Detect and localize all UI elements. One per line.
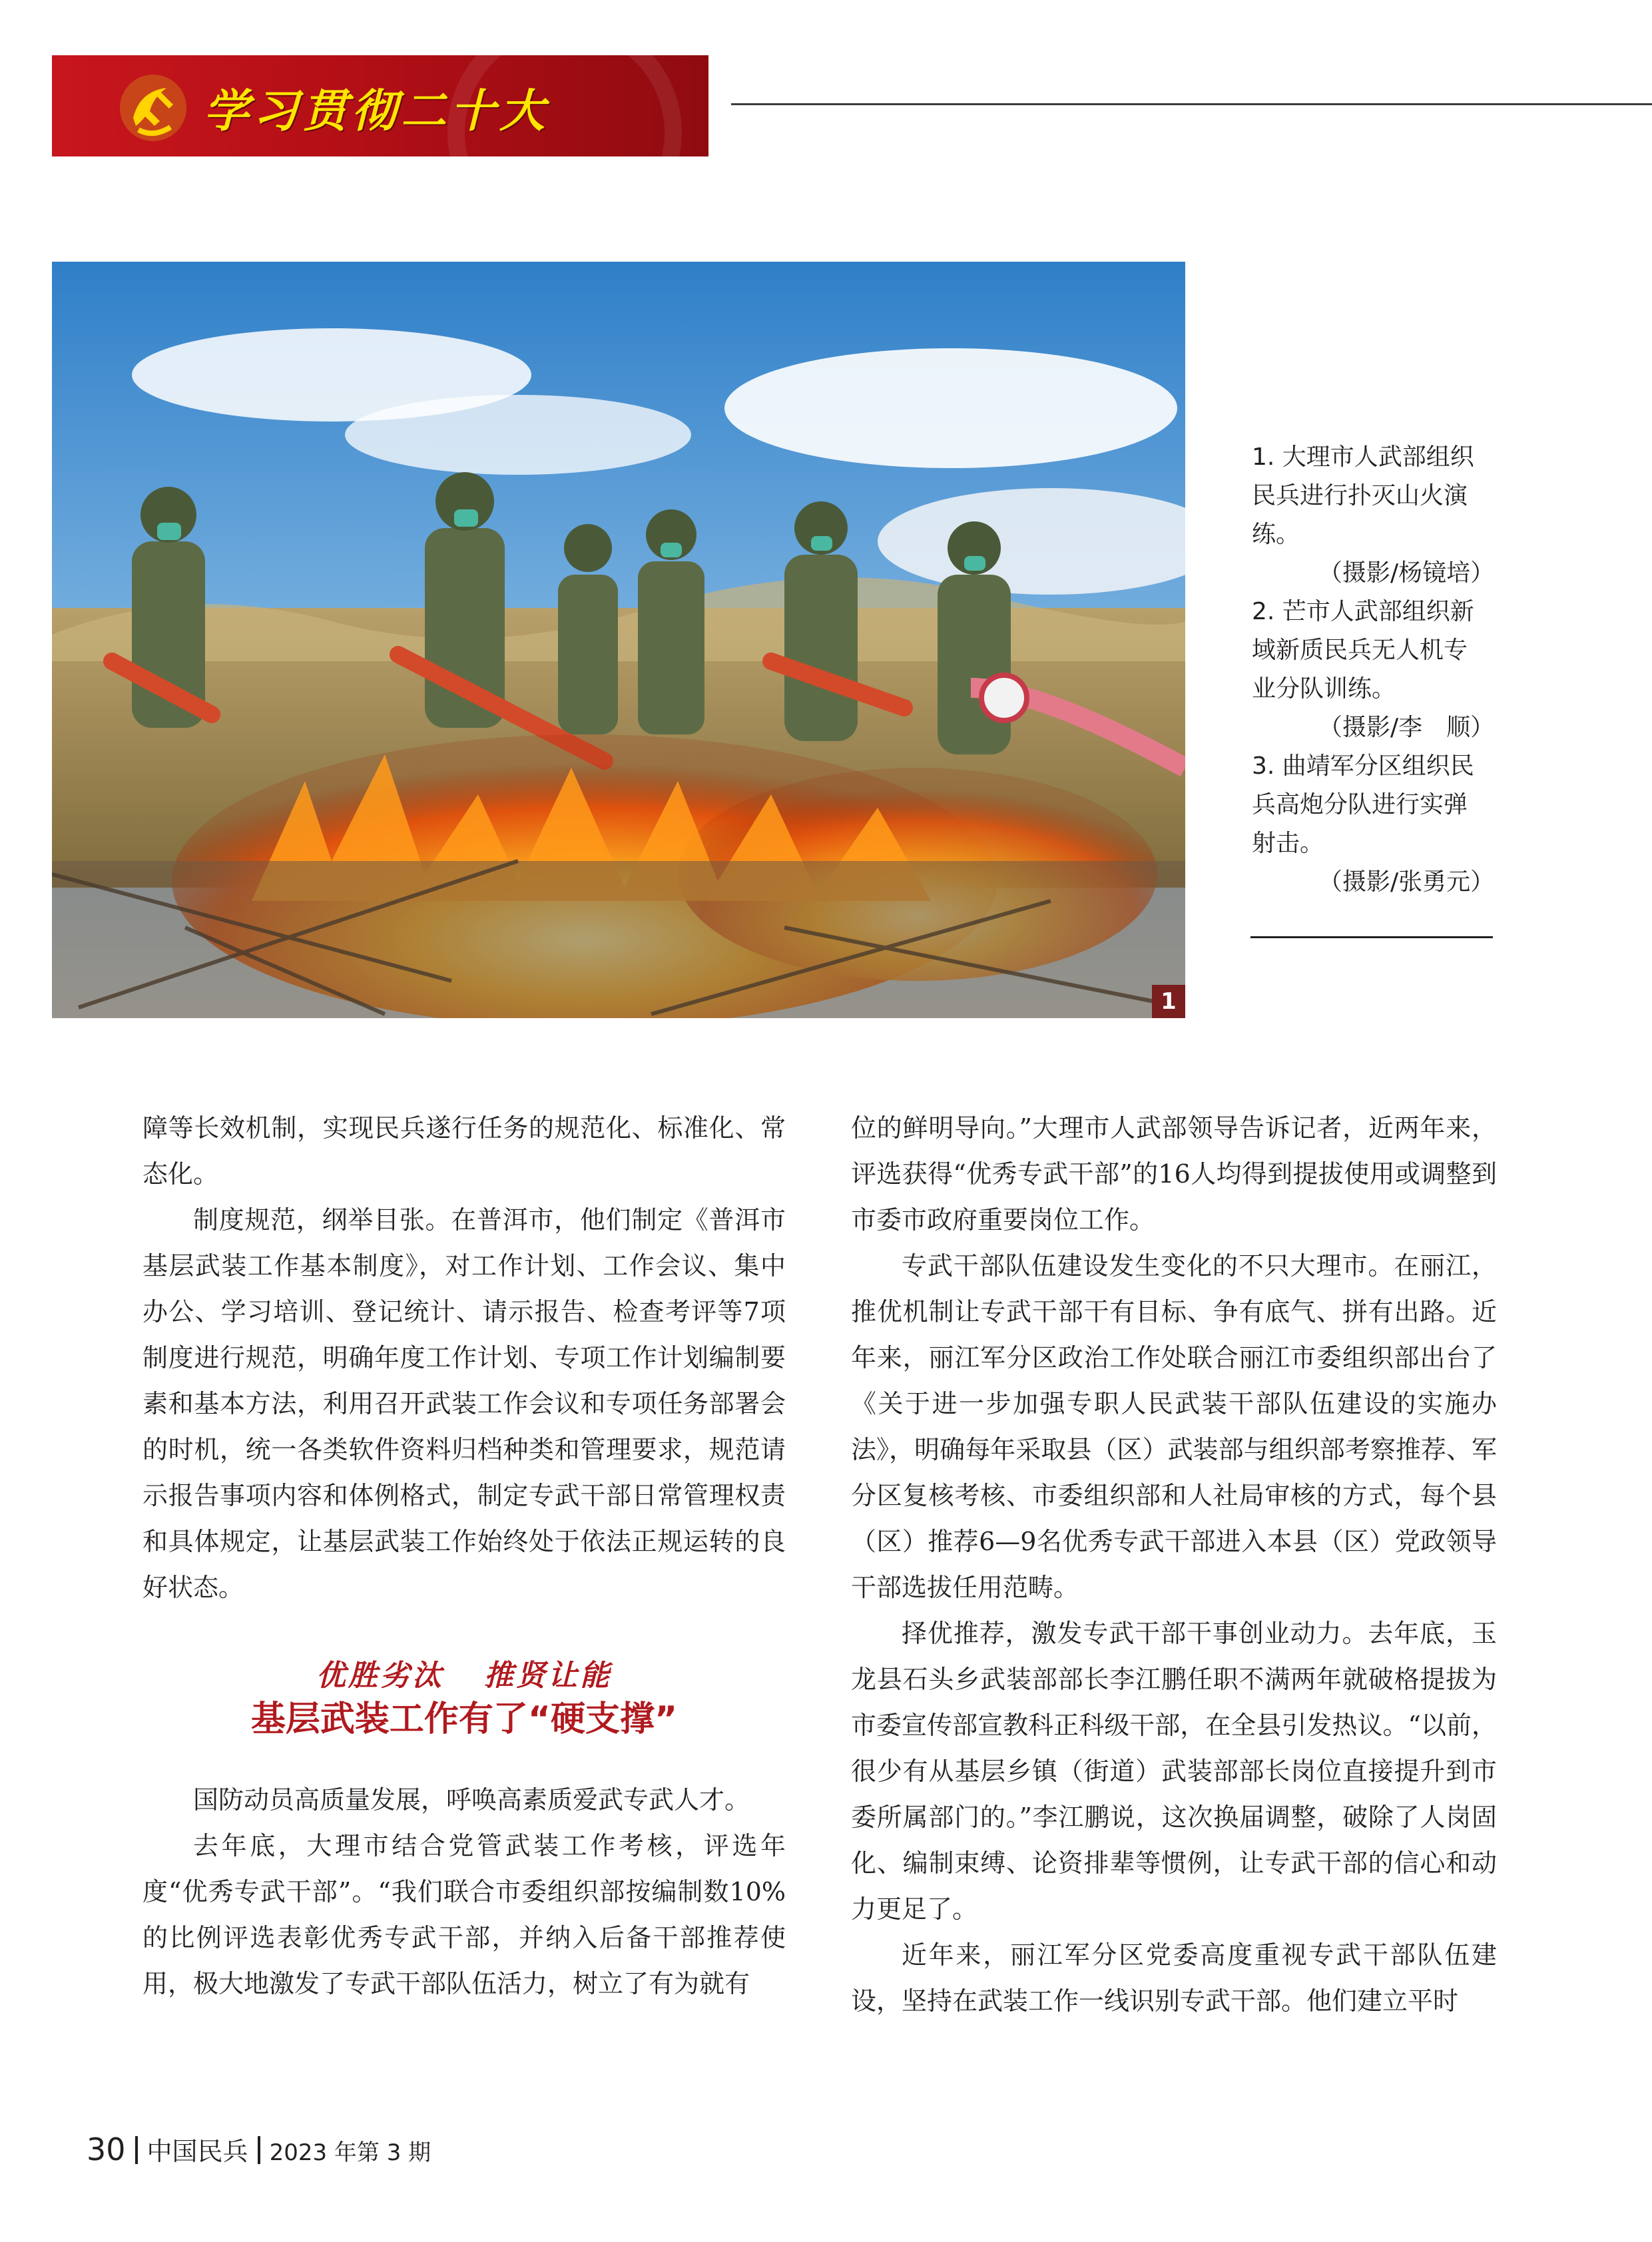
paragraph: 制度规范，纲举目张。在普洱市，他们制定《普洱市基层武装工作基本制度》，对工作计划、工作会议、集中办公、学习培训、登记统计、请示报告、检查考评等7项制度进行规范，明确年度工作计划、专项工作计划编制要素和基本方法，利用召开武装工作会议和专项任务部署会的时机，统一各类软件资料归档种类和管理要求，规范请示报告事项内容和体例格式，制定专武干部日常管理权责和具体规定，让基层武装工作始终处于依法正规运转的良好状态。 bbox=[142, 1205, 786, 1602]
magazine-name: 中国民兵 bbox=[146, 2137, 248, 2166]
article-column-right bbox=[851, 1105, 1497, 2024]
section-subhead bbox=[142, 1656, 786, 1743]
caption-line: 业分队训练。 bbox=[1252, 675, 1396, 702]
subhead-kicker bbox=[142, 1656, 786, 1696]
paragraph: 国防动员高质量发展，呼唤高素质爱武专武人才。 bbox=[193, 1785, 750, 1815]
header-rule bbox=[731, 103, 1652, 105]
subhead-title: 基层武装工作有了“硬支撑” bbox=[250, 1699, 678, 1739]
photo-captions bbox=[1252, 438, 1505, 902]
caption-line: 2. 芒市人武部组织新 bbox=[1252, 598, 1474, 625]
paragraph: 障等长效机制，实现民兵遂行任务的规范化、标准化、常态化。 bbox=[142, 1113, 786, 1189]
photo-credit: （摄影/李 顺） bbox=[1318, 714, 1495, 741]
militia-firefighting-photo bbox=[52, 262, 1185, 1018]
photo-credit: （摄影/张勇元） bbox=[1318, 868, 1495, 896]
photo-number: 1 bbox=[1152, 985, 1185, 1018]
paragraph: 位的鲜明导向。”大理市人武部领导告诉记者，近两年来，评选获得“优秀专武干部”的16人均得到提拔使用或调整到市委市政府重要岗位工作。 bbox=[851, 1113, 1497, 1235]
paragraph: 择优推荐，激发专武干部干事创业动力。去年底，玉龙县石头乡武装部部长李江鹏任职不满两年就破格提拔为市委宣传部宣教科正科级干部，在全县引发热议。“以前，很少有从基层乡镇（街道）武装部部长岗位直接提升到市委所属部门的。”李江鹏说，这次换届调整，破除了人岗固化、编制束缚、论资排辈等惯例，让专武干部的信心和动力更足了。 bbox=[851, 1619, 1497, 1924]
caption-line: 1. 大理市人武部组织 bbox=[1252, 443, 1474, 471]
photo-credit: （摄影/杨镜培） bbox=[1318, 559, 1495, 587]
article-photo bbox=[52, 262, 1185, 1018]
caption-line: 射击。 bbox=[1252, 830, 1324, 857]
caption-rule bbox=[1250, 936, 1493, 938]
caption-line: 3. 曲靖军分区组织民 bbox=[1252, 752, 1474, 780]
footer-divider bbox=[135, 2136, 138, 2164]
caption-line: 兵高炮分队进行实弹 bbox=[1252, 791, 1468, 818]
party-emblem-icon bbox=[113, 71, 193, 144]
footer-divider bbox=[258, 2136, 260, 2164]
paragraph: 专武干部队伍建设发生变化的不只大理市。在丽江，推优机制让专武干部干有目标、争有底气、拼有出路。近年来，丽江军分区政治工作处联合丽江市委组织部出台了《关于进一步加强专职人民武装干部队伍建设的实施办法》，明确每年采取县（区）武装部与组织部考察推荐、军分区复核考核、市委组织部和人社局审核的方式，每个县（区）推荐6—9名优秀专武干部进入本县（区）党政领导干部选拔任用范畴。 bbox=[851, 1251, 1497, 1602]
issue-label: 2023 年第 3 期 bbox=[269, 2139, 431, 2166]
caption-line: 民兵进行扑灭山火演 bbox=[1252, 482, 1468, 509]
page-number: 30 bbox=[87, 2131, 126, 2167]
paragraph: 去年底，大理市结合党管武装工作考核，评选年度“优秀专武干部”。“我们联合市委组织部按编制数10%的比例评选表彰优秀专武干部，并纳入后备干部推荐使用，极大地激发了专武干部队伍活力，树立了有为就有 bbox=[142, 1831, 786, 1998]
caption-line: 域新质民兵无人机专 bbox=[1252, 637, 1468, 664]
caption-line: 练。 bbox=[1252, 521, 1300, 548]
subhead-kicker-part: 推贤让能 bbox=[484, 1659, 612, 1693]
page-footer bbox=[87, 2131, 431, 2167]
paragraph: 近年来，丽江军分区党委高度重视专武干部队伍建设，坚持在武装工作一线识别专武干部。他们建立平时 bbox=[851, 1940, 1497, 2016]
section-title: 学习贯彻二十大 bbox=[204, 85, 549, 138]
article-column-left bbox=[142, 1105, 786, 2007]
section-banner bbox=[52, 55, 708, 156]
subhead-kicker-part: 优胜劣汰 bbox=[316, 1659, 444, 1693]
